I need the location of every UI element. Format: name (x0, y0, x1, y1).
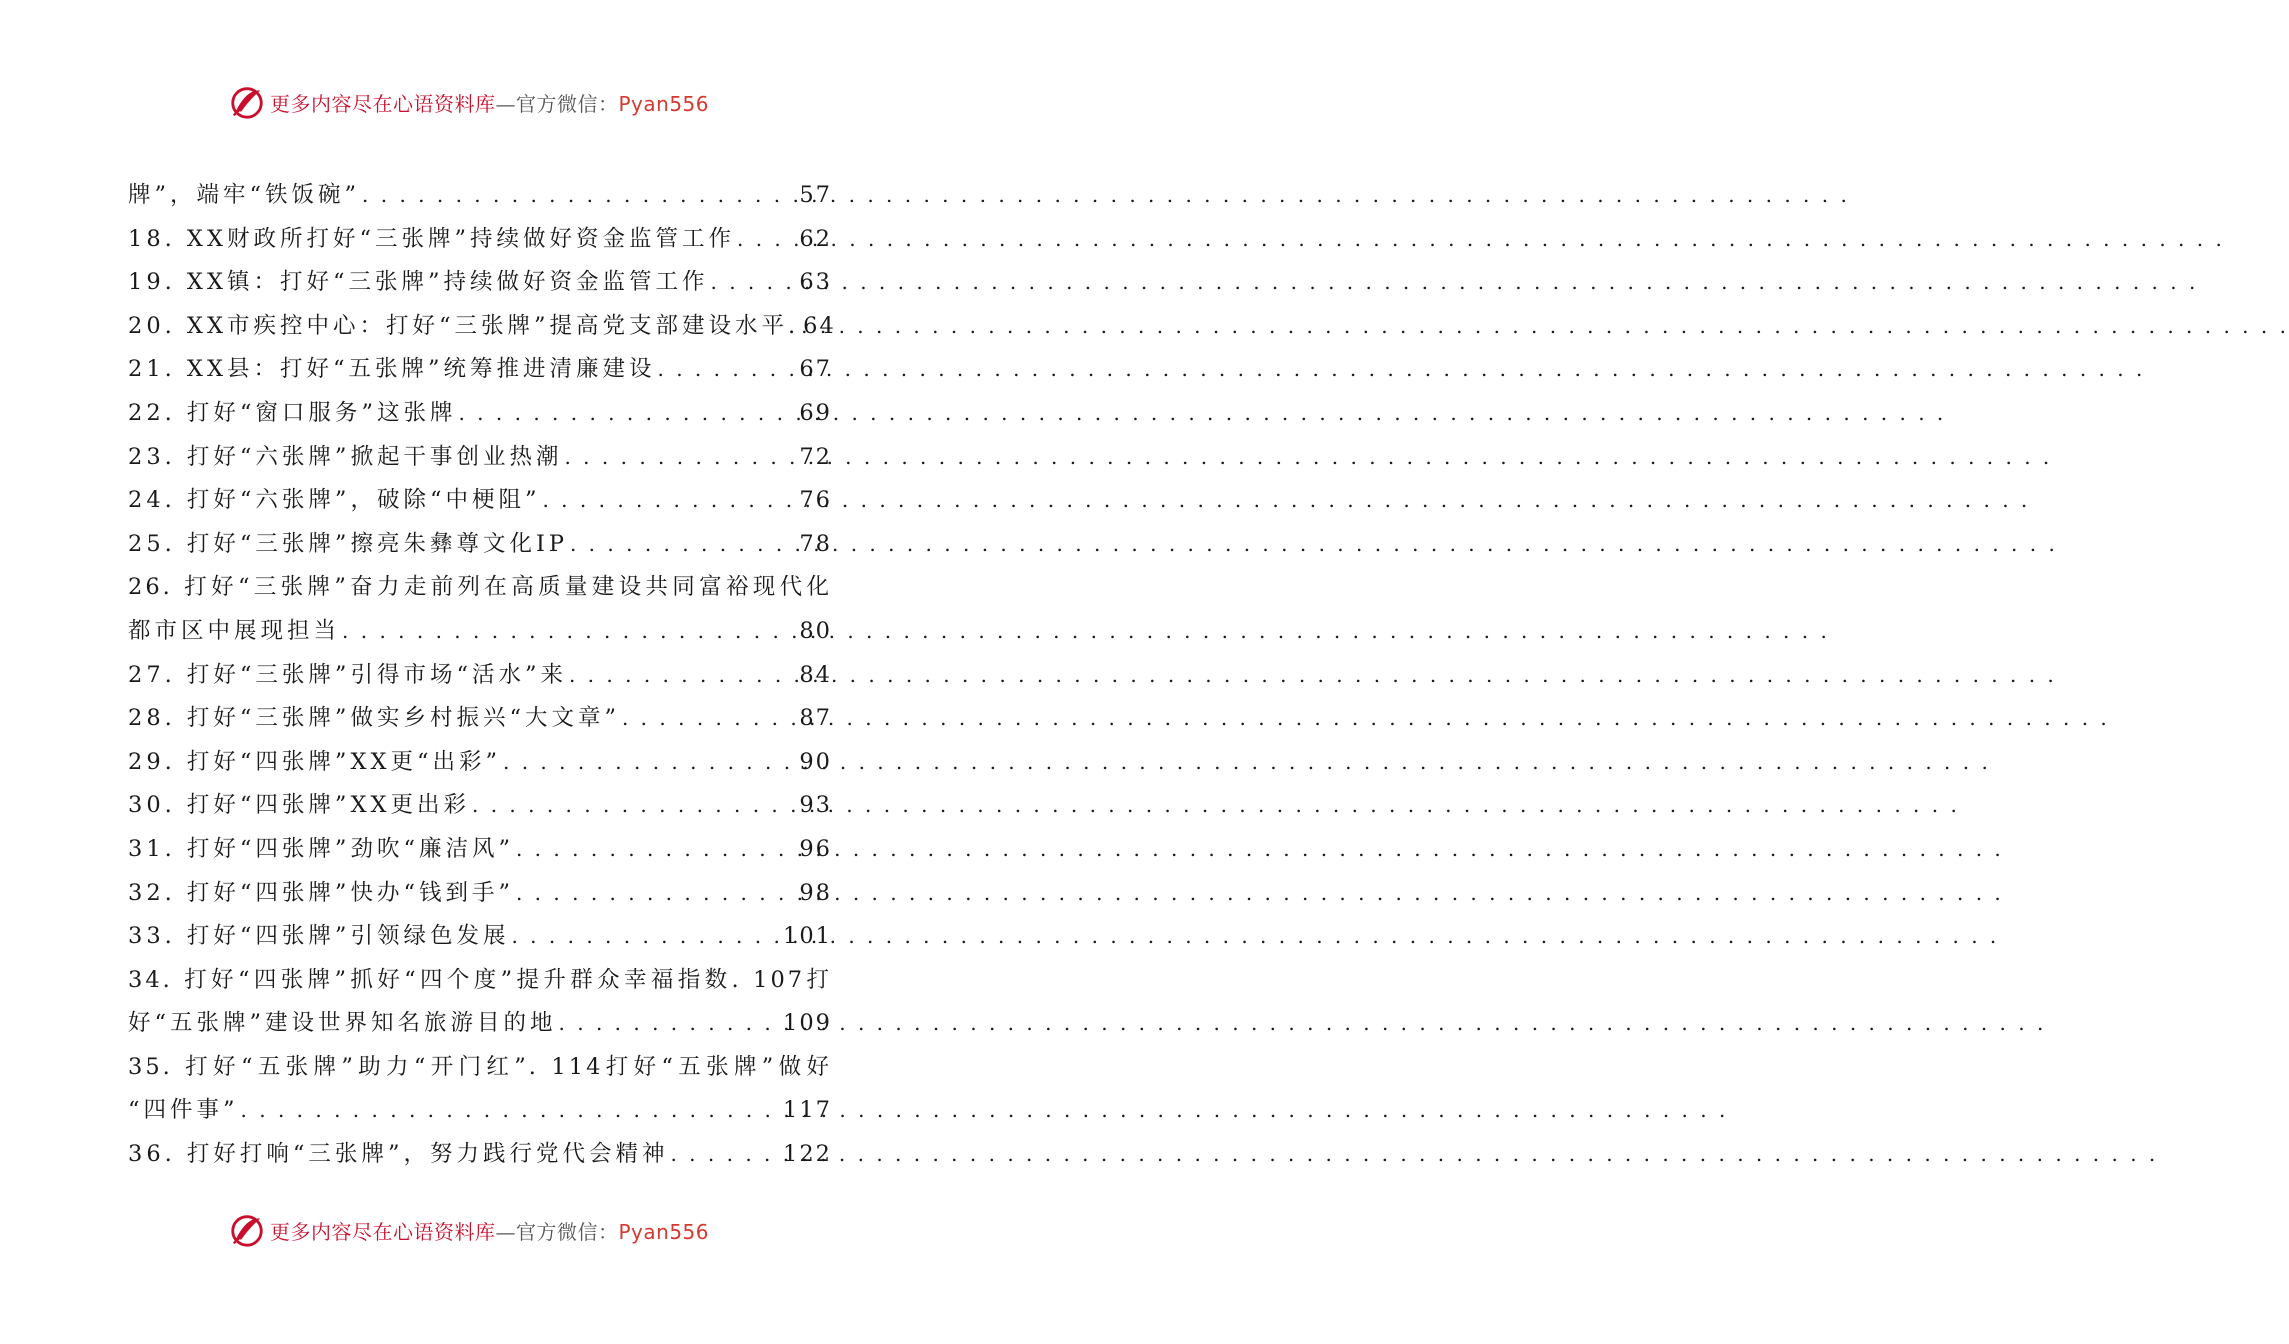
toc-line-wrapped: 26. 打好“三张牌”奋力走前列在高质量建设共同富裕现代化 (128, 574, 832, 601)
dot-leader (568, 523, 799, 567)
toc-line: 22. 打好“窗口服务”这张牌 . . . 69 (128, 392, 832, 436)
dot-leader (655, 348, 799, 392)
toc-line: 31. 打好“四张牌”劲吹“廉洁风” . . . 96 (128, 828, 832, 872)
dot-leader (735, 218, 799, 262)
toc-line: 36. 打好打响“三张牌”，努力践行党代会精神 . . . 122 (128, 1133, 832, 1177)
dot-leader (501, 741, 799, 785)
dot-leader (567, 654, 799, 698)
dot-leader (620, 697, 799, 741)
dot-leader (509, 915, 783, 959)
toc-line: 27. 打好“三张牌”引得市场“活水”来 . . . 84 (128, 654, 832, 698)
pen-logo-icon (228, 1211, 266, 1249)
toc-line: 32. 打好“四张牌”快办“钱到手” . . . 98 (128, 872, 832, 916)
toc-line: 21. XX县：打好“五张牌”统筹推进清廉建设 . . . 67 (128, 348, 832, 392)
dot-leader (668, 1133, 783, 1177)
toc-line: 18. XX财政所打好“三张牌”持续做好资金监管工作 . . . 62 (128, 218, 832, 262)
toc-line: 28. 打好“三张牌”做实乡村振兴“大文章” . . . 87 (128, 697, 832, 741)
footer-watermark-banner (228, 1210, 728, 1250)
toc-line-wrapped: 35. 打好“五张牌”助力“开门红”. 114打好“五张牌”做好 (128, 1053, 832, 1080)
dot-leader (360, 174, 799, 218)
watermark-text: 更多内容尽在心语资料库—官方微信：Pyan556 (270, 91, 710, 116)
dot-leader (514, 872, 799, 916)
table-of-contents (128, 174, 836, 1177)
dot-leader (340, 610, 799, 654)
toc-line: “四件事” . . . 117 (128, 1089, 832, 1133)
toc-line: 19. XX镇：打好“三张牌”持续做好资金监管工作 . . . 63 (128, 261, 832, 305)
header-watermark-banner (228, 82, 728, 122)
dot-leader (239, 1089, 784, 1133)
dot-leader (470, 784, 799, 828)
toc-line: 牌”，端牢“铁饭碗” . . . 57 (128, 174, 832, 218)
dot-leader (562, 436, 799, 480)
toc-line: 23. 打好“六张牌”掀起干事创业热潮 . . . 72 (128, 436, 832, 480)
toc-line: 33. 打好“四张牌”引领绿色发展 . . . 101 (128, 915, 832, 959)
toc-line: 好“五张牌”建设世界知名旅游目的地 . . . 109 (128, 1002, 832, 1046)
dot-leader (514, 828, 799, 872)
dot-leader (708, 261, 799, 305)
toc-line: 24. 打好“六张牌”，破除“中梗阻” . . . 76 (128, 479, 832, 523)
toc-line: 29. 打好“四张牌”XX更“出彩” . . . 90 (128, 741, 832, 785)
toc-line-wrapped: 34. 打好“四张牌”抓好“四个度”提升群众幸福指数. 107打 (128, 966, 832, 993)
dot-leader (557, 1002, 784, 1046)
toc-line: 25. 打好“三张牌”擦亮朱彝尊文化IP . . . 78 (128, 523, 832, 567)
watermark-text: 更多内容尽在心语资料库—官方微信：Pyan556 (270, 1219, 710, 1244)
toc-line: 30. 打好“四张牌”XX更出彩 . . . 93 (128, 784, 832, 828)
toc-line: 都市区中展现担当 . . . 80 (128, 610, 832, 654)
dot-leader (540, 479, 799, 523)
dot-leader (456, 392, 799, 436)
toc-line: 20. XX市疾控中心：打好“三张牌”提高党支部建设水平. . . . 64 (128, 305, 832, 349)
pen-logo-icon (228, 83, 266, 121)
